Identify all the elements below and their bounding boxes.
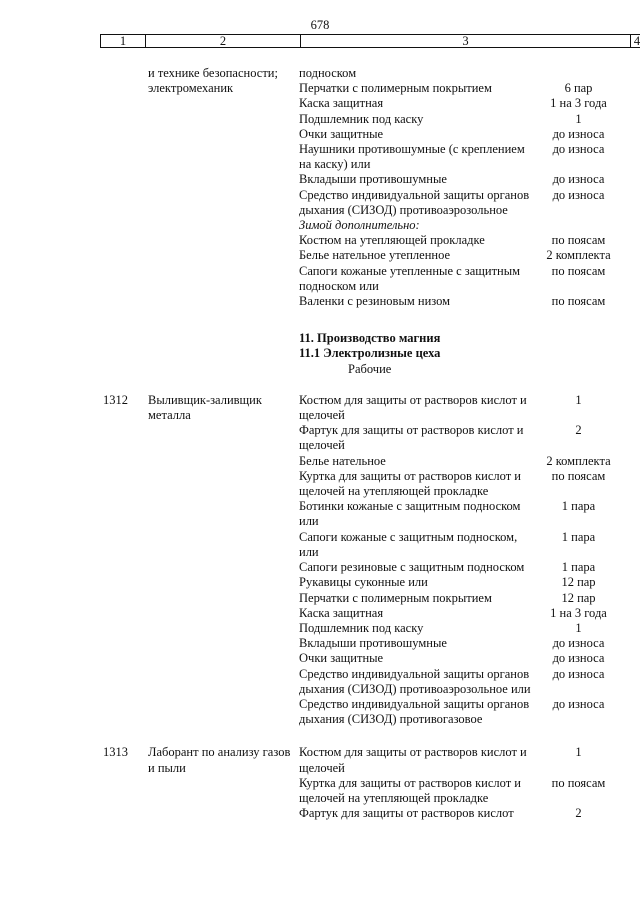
ppe-item	[299, 560, 640, 575]
page-number: 678	[310, 18, 330, 32]
ppe-item	[299, 530, 640, 560]
ppe-item-name: Вкладыши противошумные	[299, 172, 447, 187]
column-header-3: 3	[301, 35, 631, 47]
ppe-item-name: Рукавицы суконные или	[299, 575, 428, 590]
ppe-item-norm: до износа	[552, 696, 605, 711]
ppe-item-norm: 2	[575, 423, 582, 438]
ppe-item	[299, 667, 640, 697]
item-list	[299, 745, 640, 821]
ppe-item	[299, 233, 640, 248]
ppe-item-norm: до износа	[552, 666, 605, 681]
ppe-item-norm: 1 пара	[561, 560, 596, 575]
ppe-item	[299, 188, 640, 218]
ppe-item	[299, 172, 640, 187]
ppe-item	[299, 264, 640, 294]
ppe-item-name: Фартук для защиты от растворов кислот и щелочей	[299, 423, 524, 453]
profession-name: Выливщик-заливщик металла	[148, 392, 262, 423]
ppe-item-name: Фартук для защиты от растворов кислот	[299, 806, 514, 821]
entry-number: 1313	[103, 745, 128, 760]
ppe-item-norm: 12 пар	[561, 590, 596, 605]
ppe-item-name: Средство индивидуальной защиты органов дыхания (СИЗОД) противоаэрозольное или	[299, 666, 531, 696]
ppe-item-name: Вкладыши противошумные	[299, 636, 447, 651]
ppe-item-norm: 1	[575, 745, 582, 760]
ppe-item	[299, 621, 640, 636]
ppe-item-name: Сапоги кожаные утепленные с защитным подноском или	[299, 263, 521, 293]
ppe-item-norm: 1	[575, 620, 582, 635]
ppe-item	[299, 745, 640, 775]
ppe-item	[299, 218, 640, 233]
ppe-item-name: Белье нательное	[299, 453, 386, 468]
ppe-item	[299, 248, 640, 263]
ppe-item-name: подноском	[299, 66, 357, 80]
ppe-item-norm: 6 пар	[564, 81, 593, 96]
ppe-item	[299, 142, 640, 172]
ppe-item-norm: 1	[575, 111, 582, 126]
continuation-row	[0, 66, 640, 309]
ppe-item-name: Сапоги кожаные с защитным подноском, или	[299, 529, 518, 559]
ppe-item-name: Валенки с резиновым низом	[299, 294, 451, 309]
ppe-item-name: Костюм для защиты от растворов кислот и щелочей	[299, 745, 527, 775]
column-header-4: 4	[633, 34, 640, 48]
ppe-item	[299, 776, 640, 806]
ppe-item-name: Очки защитные	[299, 126, 384, 141]
ppe-item-name: Ботинки кожаные с защитным подноском или	[299, 499, 521, 529]
ppe-item-norm: до износа	[552, 187, 605, 202]
ppe-item-norm: до износа	[552, 172, 605, 187]
ppe-item-name: Костюм для защиты от растворов кислот и щелочей	[299, 392, 527, 423]
ppe-item-norm: 1	[575, 392, 582, 407]
ppe-item-name: Куртка для защиты от растворов кислот и щелочей на утепляющей прокладке	[299, 468, 521, 499]
ppe-item	[299, 806, 640, 821]
ppe-item	[299, 423, 640, 453]
item-list	[299, 66, 640, 309]
ppe-item-name: Каска защитная	[299, 96, 384, 111]
ppe-item-norm: до износа	[552, 636, 605, 651]
ppe-item	[299, 469, 640, 499]
ppe-item-name: Куртка для защиты от растворов кислот и щелочей на утепляющей прокладке	[299, 775, 521, 805]
ppe-item-norm: 1 пара	[561, 529, 596, 544]
ppe-item	[299, 636, 640, 651]
ppe-item	[299, 294, 640, 309]
ppe-item	[299, 66, 640, 81]
ppe-item-norm: до износа	[552, 142, 605, 157]
group-title: Рабочие	[348, 361, 392, 376]
subsection-title: 11.1 Электролизные цеха	[299, 346, 441, 361]
ppe-item-norm: 2 комплекта	[546, 248, 611, 263]
ppe-item-norm: по поясам	[551, 468, 606, 483]
ppe-item-name: Зимой дополнительно:	[299, 218, 420, 233]
ppe-item-name: Костюм на утепляющей прокладке	[299, 233, 485, 248]
item-list	[299, 393, 640, 727]
entry-number: 1312	[103, 392, 128, 407]
ppe-item-norm: до износа	[552, 126, 605, 141]
ppe-item-name: Очки защитные	[299, 651, 384, 666]
ppe-item	[299, 112, 640, 127]
column-header-row	[100, 34, 640, 48]
ppe-item	[299, 127, 640, 142]
column-header-2: 2	[146, 35, 301, 47]
ppe-item-norm: по поясам	[551, 775, 606, 790]
ppe-item-name: Перчатки с полимерным покрытием	[299, 81, 492, 96]
ppe-item-norm: 1 на 3 года	[550, 605, 607, 620]
ppe-item-norm: 1 на 3 года	[550, 96, 607, 111]
ppe-item-norm: 1 пара	[561, 499, 596, 514]
section-title: 11. Производство магния	[299, 331, 441, 346]
ppe-item-name: Средство индивидуальной защиты органов дыхания (СИЗОД) противоаэрозольное	[299, 187, 530, 217]
ppe-item	[299, 651, 640, 666]
entry-row	[0, 745, 640, 821]
ppe-item	[299, 81, 640, 96]
ppe-item-name: Подшлемник под каску	[299, 620, 424, 635]
ppe-item-name: Подшлемник под каску	[299, 111, 424, 126]
ppe-item	[299, 606, 640, 621]
entry-row	[0, 393, 640, 727]
ppe-item-norm: 2 комплекта	[546, 453, 611, 468]
ppe-item	[299, 591, 640, 606]
norms-table	[0, 66, 640, 821]
ppe-item-norm	[531, 218, 626, 233]
ppe-item-norm: 12 пар	[561, 575, 596, 590]
profession-name: и технике безопасности; электромеханик	[148, 66, 278, 96]
ppe-item-name: Перчатки с полимерным покрытием	[299, 590, 492, 605]
ppe-item-norm: по поясам	[551, 294, 606, 309]
ppe-item-norm: до износа	[552, 651, 605, 666]
ppe-item-name: Белье нательное утепленное	[299, 248, 451, 263]
ppe-item-name: Каска защитная	[299, 605, 384, 620]
ppe-item	[299, 697, 640, 727]
ppe-item-name: Сапоги резиновые с защитным подноском	[299, 560, 525, 575]
ppe-item-name: Наушники противошумные (с креплением на каску) или	[299, 142, 525, 172]
ppe-item-name: Средство индивидуальной защиты органов дыхания (СИЗОД) противогазовое	[299, 696, 530, 727]
ppe-item	[299, 499, 640, 529]
profession-name: Лаборант по анализу газов и пыли	[148, 745, 291, 775]
ppe-item-norm: по поясам	[551, 233, 606, 248]
ppe-item	[299, 96, 640, 111]
ppe-item	[299, 575, 640, 590]
ppe-item-norm: 2	[575, 806, 582, 821]
ppe-item-norm	[531, 66, 626, 81]
ppe-item	[299, 393, 640, 423]
column-header-1: 1	[101, 35, 146, 47]
ppe-item	[299, 454, 640, 469]
ppe-item-norm: по поясам	[551, 263, 606, 278]
